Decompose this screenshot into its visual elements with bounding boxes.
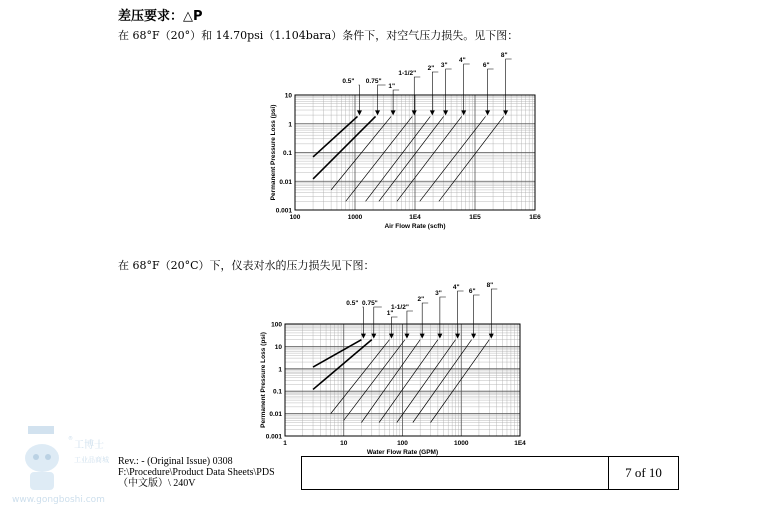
size-label: 0.5" xyxy=(346,300,359,307)
size-arrowhead xyxy=(455,334,460,339)
size-label: 6" xyxy=(482,62,490,69)
size-arrowhead xyxy=(430,110,435,115)
size-label: 6" xyxy=(468,288,476,295)
size-arrowhead xyxy=(375,110,380,115)
footer-table xyxy=(111,456,679,490)
x-tick-label: 1 xyxy=(283,440,287,447)
size-label: 8" xyxy=(500,52,508,59)
size-leader-line xyxy=(374,307,382,335)
watermark-brand: 工博士 xyxy=(74,440,104,451)
series-line xyxy=(331,340,390,414)
size-arrowhead xyxy=(357,110,362,115)
series-line xyxy=(313,340,372,390)
size-leader-line xyxy=(446,69,452,111)
watermark-reg: ® xyxy=(68,436,73,442)
series-line xyxy=(379,340,438,423)
y-tick-label: 1 xyxy=(288,121,292,129)
size-leader-line xyxy=(362,307,363,335)
series-line xyxy=(361,340,420,423)
size-arrowhead xyxy=(361,334,366,339)
size-arrowhead xyxy=(489,334,494,339)
size-leader-line xyxy=(391,317,397,335)
size-label: 3" xyxy=(440,62,448,69)
section-heading: 差压要求：△P xyxy=(118,9,203,24)
size-leader-line xyxy=(358,85,359,111)
series-line xyxy=(331,116,391,189)
size-leader-line xyxy=(488,69,494,111)
y-tick-label: 10 xyxy=(284,92,292,100)
size-label: 1-1/2" xyxy=(391,304,409,311)
y-tick-label: 0.1 xyxy=(272,388,282,396)
size-label: 4" xyxy=(458,57,466,64)
size-label: 1-1/2" xyxy=(398,70,417,77)
series-line xyxy=(413,340,472,423)
size-leader-line xyxy=(464,64,470,111)
size-leader-line xyxy=(393,90,399,111)
footer-rev-line2: F:\Procedure\Product Data Sheets\PDS xyxy=(118,467,275,478)
y-tick-label: 1 xyxy=(278,366,282,374)
size-arrowhead xyxy=(485,110,490,115)
size-label: 1" xyxy=(386,310,394,317)
size-label: 0.75" xyxy=(362,300,378,307)
y-tick-label: 0.001 xyxy=(275,207,292,215)
y-axis-label: Permanent Pressure Loss (psi) xyxy=(260,332,267,428)
footer-rev-line1: Rev.: - (Original Issue) 0308 xyxy=(118,456,233,467)
footer-rev-line3: （中文版）\ 240V xyxy=(118,478,196,489)
size-label: 3" xyxy=(435,290,442,297)
size-arrowhead xyxy=(412,110,417,115)
footer-blank-cell xyxy=(301,456,608,490)
size-leader-line xyxy=(474,295,480,335)
x-tick-label: 1E6 xyxy=(529,214,541,221)
footer-revision xyxy=(111,456,301,490)
size-label: 1" xyxy=(388,83,396,90)
series-line xyxy=(344,340,405,421)
size-label: 2" xyxy=(417,296,425,303)
size-label: 2" xyxy=(427,65,435,72)
air-pressure-loss-chart xyxy=(255,52,555,235)
size-arrowhead xyxy=(503,110,508,115)
series-line xyxy=(431,340,490,423)
x-tick-label: 1E5 xyxy=(469,214,481,221)
size-leader-line xyxy=(491,289,497,335)
watermark-url: www.gongboshi.com xyxy=(12,495,105,505)
x-tick-label: 1E4 xyxy=(409,214,421,221)
size-label: 4" xyxy=(452,284,460,291)
watermark-logo xyxy=(10,420,130,510)
size-leader-line xyxy=(422,303,428,335)
y-tick-label: 0.001 xyxy=(265,433,282,441)
size-label: 0.5" xyxy=(342,78,355,85)
size-arrowhead xyxy=(404,334,409,339)
watermark-sub: 工业品商城 xyxy=(74,456,109,464)
size-arrowhead xyxy=(443,110,448,115)
size-arrowhead xyxy=(391,110,396,115)
x-tick-label: 10 xyxy=(340,440,348,447)
size-label: 0.75" xyxy=(365,78,382,85)
size-arrowhead xyxy=(371,334,376,339)
y-tick-label: 0.01 xyxy=(269,411,282,419)
size-arrowhead xyxy=(461,110,466,115)
series-line xyxy=(397,340,456,423)
x-axis-label: Water Flow Rate (GPM) xyxy=(366,449,439,456)
y-tick-label: 10 xyxy=(274,343,282,351)
size-label: 8" xyxy=(486,282,494,289)
x-tick-label: 1000 xyxy=(454,440,469,447)
series-line xyxy=(313,116,357,157)
size-leader-line xyxy=(378,85,386,111)
robot-mascot-icon xyxy=(25,426,59,490)
y-tick-label: 100 xyxy=(271,321,282,329)
size-arrowhead xyxy=(471,334,476,339)
x-tick-label: 100 xyxy=(397,440,408,447)
x-tick-label: 100 xyxy=(289,214,301,221)
y-axis-label: Permanent Pressure Loss (psi) xyxy=(270,104,277,201)
footer-page-number: 7 of 10 xyxy=(608,456,679,490)
x-tick-label: 1000 xyxy=(347,214,363,221)
air-intro-text: 在 68°F（20°）和 14.70psi（1.104bara）条件下，对空气压力损失。见下图： xyxy=(118,29,519,42)
x-tick-label: 1E4 xyxy=(514,440,526,447)
size-arrowhead xyxy=(437,334,442,339)
x-axis-label: Air Flow Rate (scfh) xyxy=(384,223,446,230)
y-tick-label: 0.01 xyxy=(279,178,292,186)
y-tick-label: 0.1 xyxy=(282,150,292,157)
water-pressure-loss-chart xyxy=(225,282,545,462)
water-intro-text: 在 68°F（20°C）下，仪表对水的压力损失见下图： xyxy=(118,259,375,272)
size-arrowhead xyxy=(420,334,425,339)
size-leader-line xyxy=(407,311,413,335)
